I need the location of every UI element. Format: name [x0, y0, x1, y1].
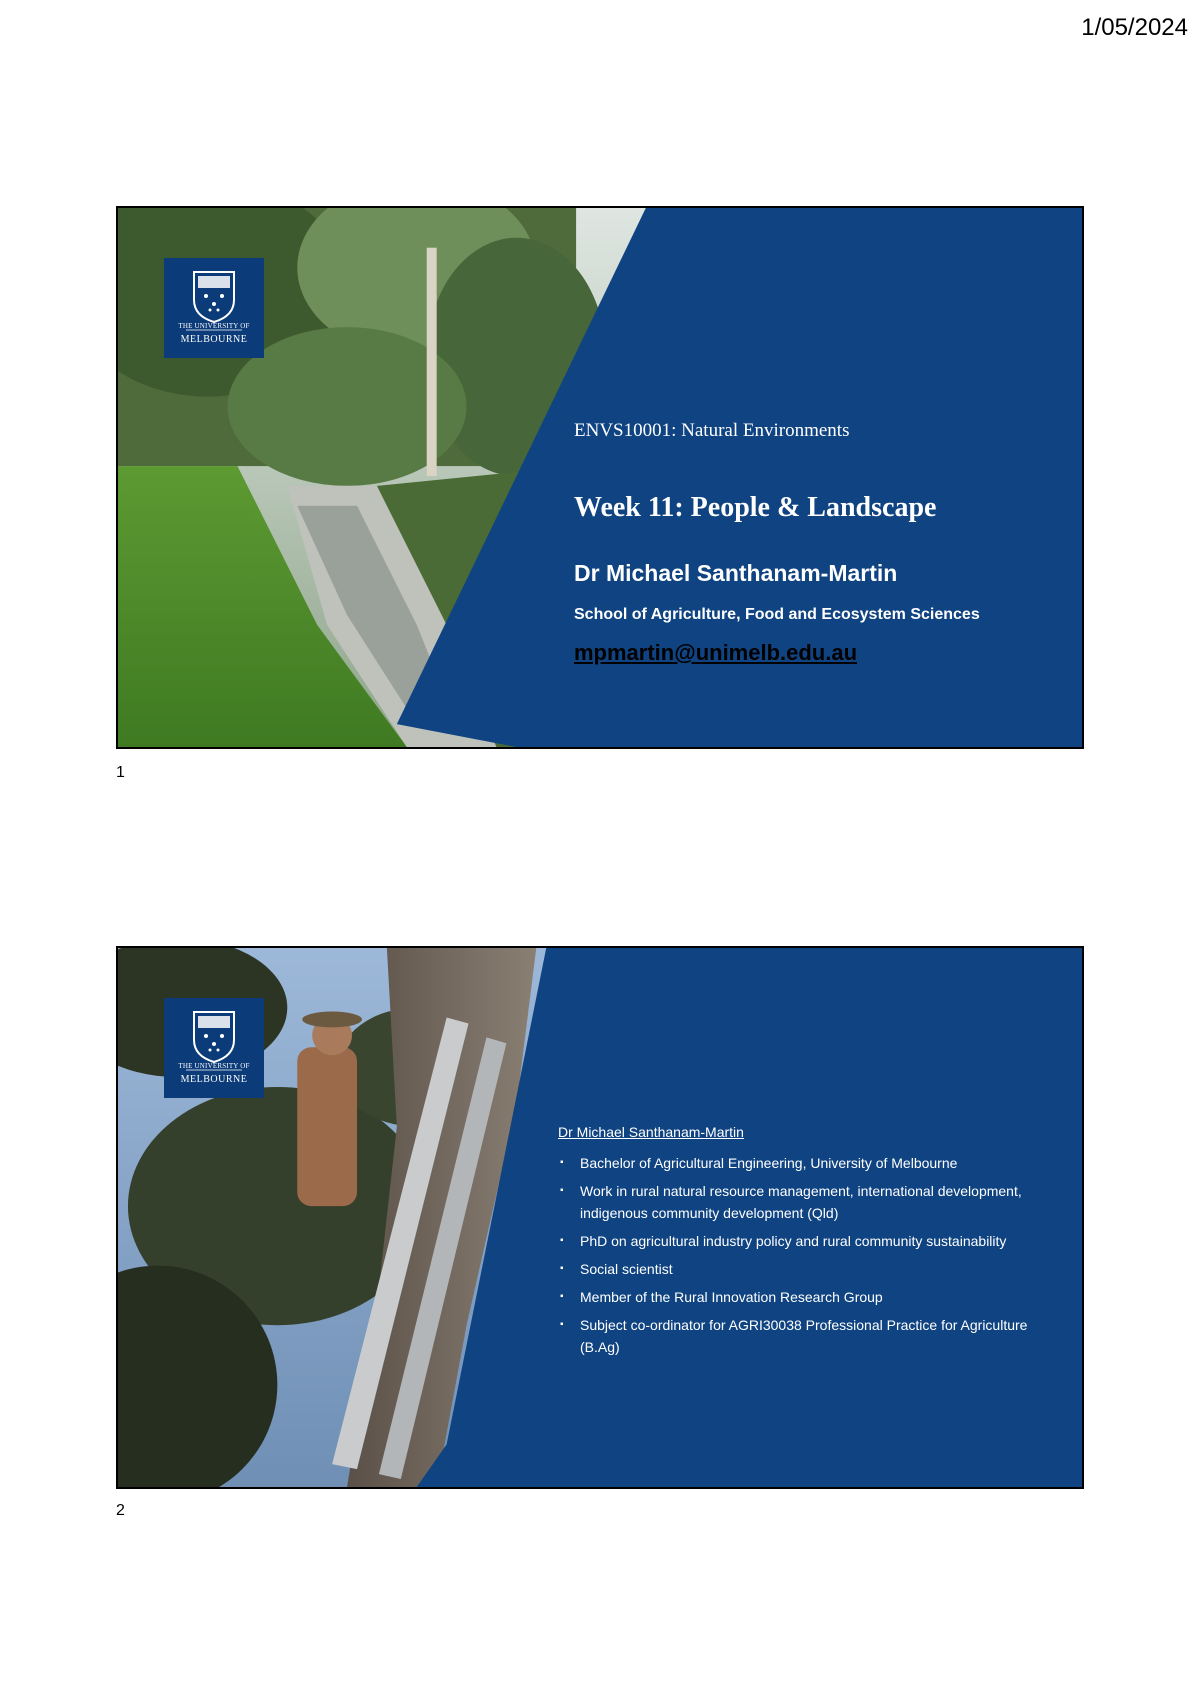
course-code-title: ENVS10001: Natural Environments — [574, 420, 850, 441]
school-name: School of Agriculture, Food and Ecosystem Sciences — [574, 606, 980, 623]
bullet-icon: ▪ — [560, 1157, 564, 1168]
print-date: 1/05/2024 — [1081, 14, 1188, 41]
slide-number-1: 1 — [116, 764, 125, 781]
list-item-text: Bachelor of Agricultural Engineering, University of Melbourne — [580, 1155, 958, 1171]
university-logo — [164, 998, 264, 1098]
presenter-email-link[interactable]: mpmartin@unimelb.edu.au — [574, 640, 858, 665]
slide-1 — [116, 206, 1084, 749]
slide-number-2: 2 — [116, 1502, 125, 1519]
list-item-text: Work in rural natural resource management, international development, indigenous community development (Qld) — [580, 1183, 1022, 1221]
list-item-text: PhD on agricultural industry policy and rural community sustainability — [580, 1233, 1007, 1249]
logo-line-1: THE UNIVERSITY OF — [178, 322, 250, 330]
list-item-text: Member of the Rural Innovation Research Group — [580, 1289, 883, 1305]
bio-heading: Dr Michael Santhanam-Martin — [558, 1124, 744, 1140]
slide-2 — [116, 946, 1084, 1489]
list-item-text: Social scientist — [580, 1261, 673, 1277]
presenter-name: Dr Michael Santhanam-Martin — [574, 560, 898, 586]
bullet-icon: ▪ — [560, 1263, 564, 1274]
logo-line-2: MELBOURNE — [180, 1074, 248, 1085]
logo-line-1: THE UNIVERSITY OF — [178, 1062, 250, 1070]
list-item — [558, 1152, 1028, 1174]
logo-line-2: MELBOURNE — [180, 334, 248, 345]
list-item-text: Subject co-ordinator for AGRI30038 Professional Practice for Agriculture (B.Ag) — [580, 1317, 1028, 1355]
bullet-icon: ▪ — [560, 1291, 564, 1302]
list-item — [558, 1286, 1028, 1308]
lecture-title: Week 11: People & Landscape — [574, 492, 937, 523]
university-logo — [164, 258, 264, 358]
list-item — [558, 1258, 1028, 1280]
bullet-icon: ▪ — [560, 1235, 564, 1246]
bio-list — [558, 1152, 1028, 1364]
list-item — [558, 1314, 1028, 1358]
bullet-icon: ▪ — [560, 1319, 564, 1330]
list-item — [558, 1230, 1028, 1252]
list-item — [558, 1180, 1028, 1224]
bullet-icon: ▪ — [560, 1185, 564, 1196]
